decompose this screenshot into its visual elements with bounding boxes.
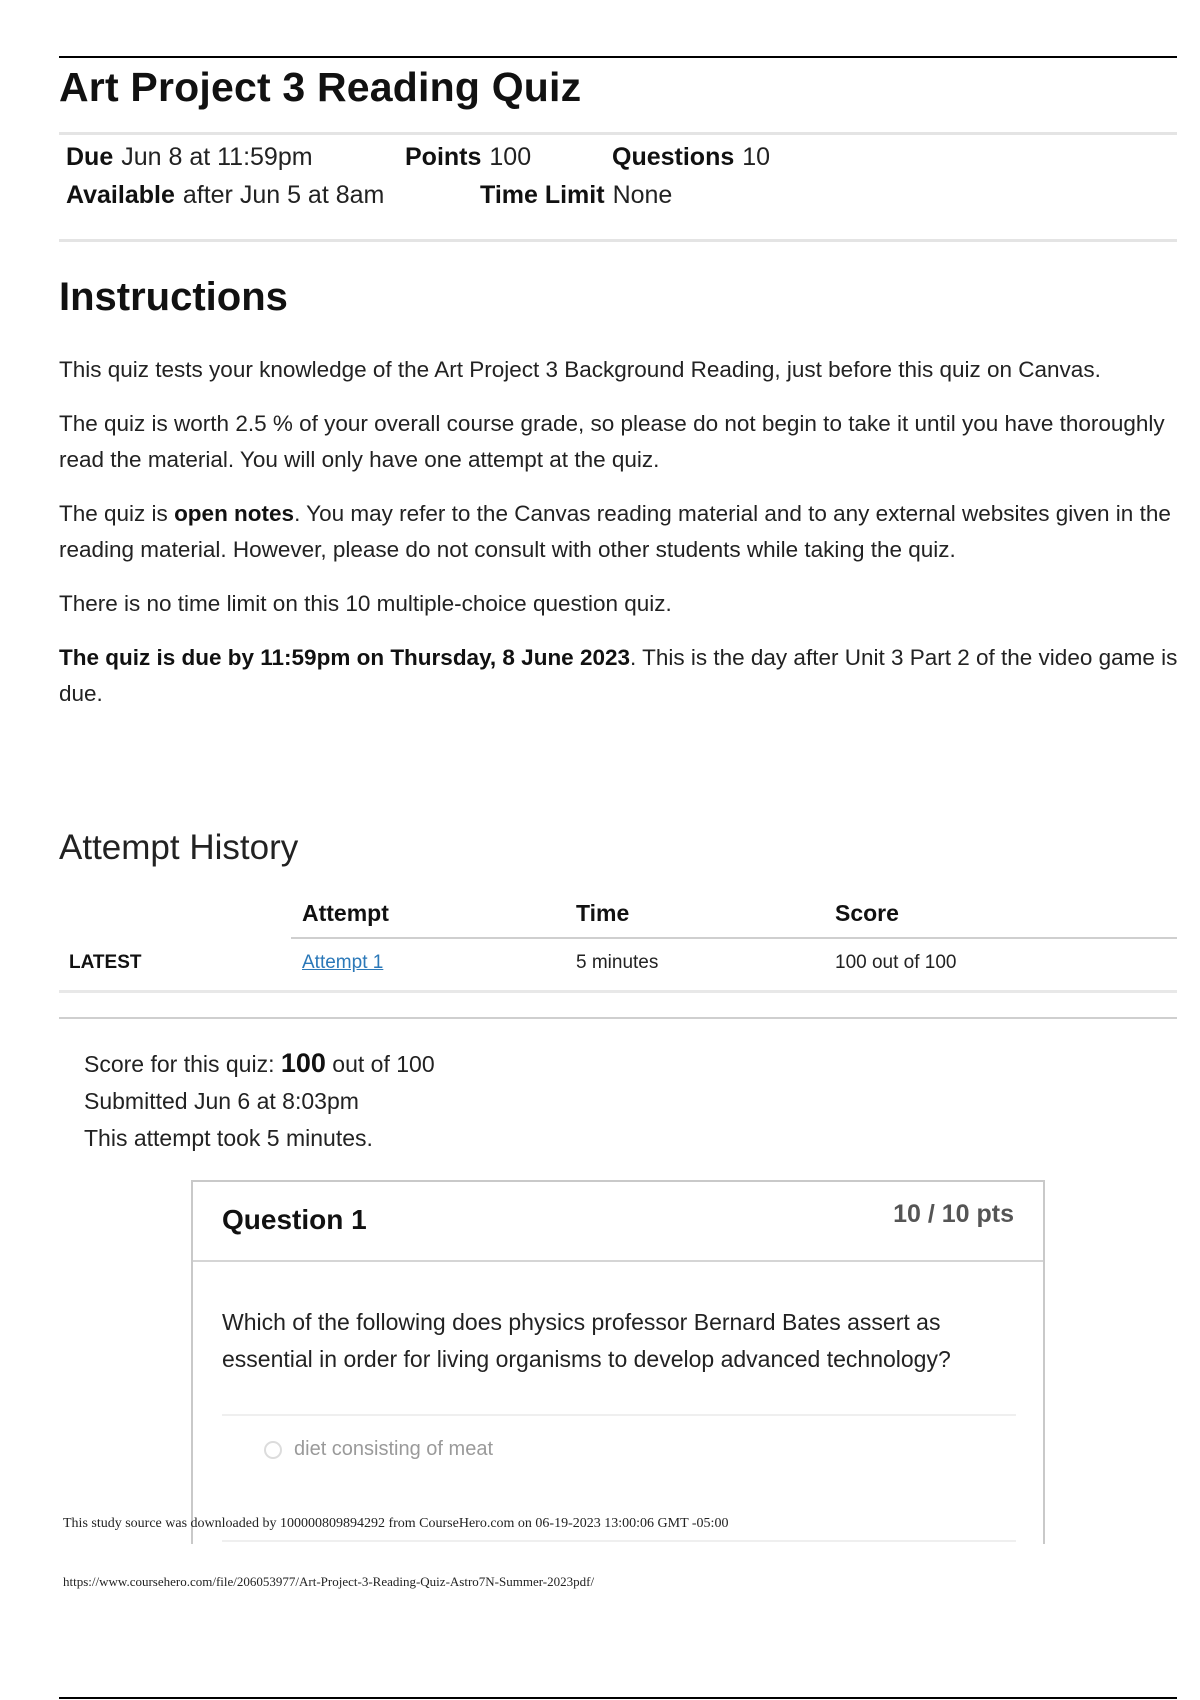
download-source-notice: This study source was downloaded by 100000809894292 from CourseHero.com on 06-19-2023 13:00:06 GMT -05:00 (63, 1516, 729, 1531)
instructions-paragraph (59, 496, 1181, 568)
question-card (191, 1180, 1045, 1544)
question-header (193, 1182, 1043, 1262)
quiz-meta (59, 132, 1177, 242)
latest-badge: LATEST (69, 952, 142, 973)
instructions-paragraph (59, 640, 1181, 712)
meta-questions (612, 143, 770, 172)
meta-questions-value: 10 (742, 143, 771, 171)
instructions-text: . This is the day after Unit 3 Part 2 of the video game is due. (59, 645, 1178, 706)
open-notes-emphasis: open notes (174, 501, 295, 526)
score-prefix: Score for this quiz: (84, 1051, 281, 1077)
attempt-1-link[interactable]: Attempt 1 (302, 952, 384, 973)
attempt-history-header (59, 890, 1177, 936)
source-url: https://www.coursehero.com/file/206053977/Art-Project-3-Reading-Quiz-Astro7N-Summer-2023pdf/ (63, 1574, 595, 1589)
meta-time-limit (480, 181, 672, 210)
score-summary (84, 1045, 435, 1157)
meta-time-limit-label: Time Limit (480, 181, 605, 209)
meta-points-label: Points (405, 143, 482, 171)
question-text: Which of the following does physics professor Bernard Bates assert as essential in order for living organisms to develop advanced technology? (222, 1309, 951, 1372)
attempt-history-heading: Attempt History (59, 828, 299, 867)
instructions-paragraph: The quiz is worth 2.5 % of your overall course grade, so please do not begin to take it until you have thoroughly read the material. You will only have one attempt at the quiz. (59, 411, 1165, 472)
submitted-time: Submitted Jun 6 at 8:03pm (84, 1088, 359, 1114)
meta-time-limit-value: None (612, 181, 673, 209)
due-date-emphasis: The quiz is due by 11:59pm on Thursday, 8 June 2023 (59, 645, 631, 670)
instructions-body (59, 352, 1181, 730)
section-divider (59, 1017, 1177, 1019)
page-title: Art Project 3 Reading Quiz (59, 64, 582, 110)
attempt-duration: This attempt took 5 minutes. (84, 1125, 373, 1151)
quiz-score (84, 1045, 435, 1083)
instructions-text: . You may refer to the Canvas reading material and to any external websites given in the reading material. However, please do not consult with other students while taking the quiz. (59, 501, 1171, 562)
question-title: Question 1 (222, 1204, 367, 1235)
instructions-paragraph: There is no time limit on this 10 multiple-choice question quiz. (59, 591, 672, 616)
meta-available (66, 181, 384, 210)
answer-divider (222, 1540, 1016, 1542)
answer-divider (222, 1414, 1016, 1416)
quiz-page (59, 0, 1177, 1700)
answer-option[interactable] (264, 1438, 493, 1461)
instructions-text: The quiz is (59, 501, 175, 526)
score-value: 100 (280, 1048, 326, 1078)
meta-due-label: Due (66, 143, 114, 171)
meta-points (405, 143, 531, 172)
question-points: 10 / 10 pts (893, 1200, 1014, 1228)
meta-available-label: Available (66, 181, 175, 209)
table-row (59, 938, 1177, 993)
radio-icon[interactable] (264, 1441, 282, 1459)
bottom-rule (59, 1697, 1177, 1699)
attempt-time: 5 minutes (576, 952, 659, 973)
meta-due-value: Jun 8 at 11:59pm (121, 143, 313, 171)
attempt-history-table (59, 890, 1177, 993)
attempt-score: 100 out of 100 (835, 952, 957, 973)
meta-questions-label: Questions (612, 143, 735, 171)
answer-label: diet consisting of meat (294, 1438, 493, 1460)
score-suffix: out of 100 (325, 1051, 435, 1077)
meta-due (66, 143, 313, 172)
meta-available-value: after Jun 5 at 8am (182, 181, 385, 209)
column-header-score: Score (835, 900, 899, 926)
meta-points-value: 100 (489, 143, 532, 171)
instructions-paragraph: This quiz tests your knowledge of the Art Project 3 Background Reading, just before this quiz on Canvas. (59, 357, 1101, 382)
instructions-heading: Instructions (59, 275, 288, 319)
column-header-attempt: Attempt (302, 900, 389, 926)
top-rule (59, 56, 1177, 58)
column-header-time: Time (576, 900, 630, 926)
